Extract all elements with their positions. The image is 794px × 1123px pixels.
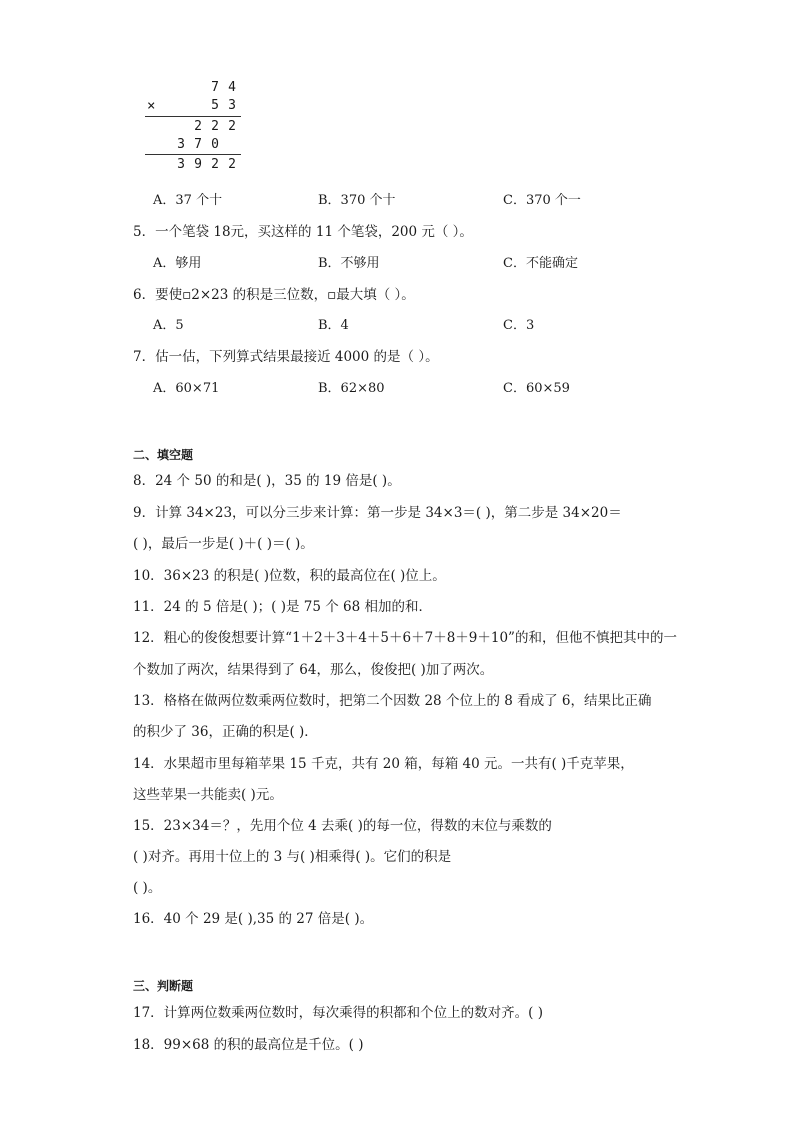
- divider-line: [145, 116, 241, 117]
- q13-question-line2: 的积少了 36，正确的积是( )．: [133, 724, 318, 740]
- digit: 2: [211, 157, 219, 172]
- q7-question: 7．估一估，下列算式结果最接近 4000 的是（ ）。: [133, 349, 439, 365]
- q8-question: 8．24 个 50 的和是( )，35 的 19 倍是( )。: [133, 473, 401, 489]
- q15-question-line1: 15．23×34＝？，先用个位 4 去乘( )的每一位，得数的末位与乘数的: [133, 818, 552, 834]
- digit: 3: [228, 98, 236, 113]
- q15-question-line2: ( )对齐。再用十位上的 3 与( )相乘得( )。它们的积是: [133, 849, 452, 865]
- partial-product-1-row: [145, 119, 245, 135]
- digit: 2: [228, 157, 236, 172]
- digit: 9: [194, 157, 202, 172]
- section-heading-fill-in: 二、填空题: [133, 448, 194, 462]
- digit: 0: [211, 137, 219, 152]
- q5-option-c[interactable]: C．不能确定: [503, 256, 578, 271]
- q7-option-b[interactable]: B．62×80: [318, 381, 385, 396]
- digit: 3: [177, 137, 185, 152]
- q6-option-c[interactable]: C．3: [503, 318, 535, 333]
- q17-question: 17．计算两位数乘两位数时，每次乘得的积都和个位上的数对齐。( ): [133, 1005, 544, 1021]
- q14-question-line1: 14．水果超市里每箱苹果 15 千克，共有 20 箱，每箱 40 元。一共有( )千克苹果，: [133, 756, 634, 772]
- digit: 2: [194, 119, 202, 134]
- digit: 2: [211, 119, 219, 134]
- q9-question-line1: 9．计算 34×23，可以分三步来计算：第一步是 34×3＝( )，第二步是 34×20＝: [133, 505, 622, 521]
- q4-option-c[interactable]: C．370 个一: [503, 193, 581, 208]
- q16-question: 16．40 个 29 是( ),35 的 27 倍是( )。: [133, 911, 374, 927]
- digit: 5: [211, 98, 219, 113]
- vertical-multiplication: [145, 80, 245, 176]
- multiplicand-row: [145, 80, 245, 96]
- digit: 4: [228, 80, 236, 95]
- digit: 2: [228, 119, 236, 134]
- digit: 7: [211, 80, 219, 95]
- q18-question: 18．99×68 的积的最高位是千位。( ): [133, 1037, 364, 1053]
- q7-option-c[interactable]: C．60×59: [503, 381, 570, 396]
- q4-option-b[interactable]: B．370 个十: [318, 193, 396, 208]
- q6-option-b[interactable]: B．4: [318, 318, 349, 333]
- q10-question: 10．36×23 的积是( )位数，积的最高位在( )位上。: [133, 568, 446, 584]
- q12-question-line2: 个数加了两次，结果得到了 64，那么，俊俊把( )加了两次。: [133, 662, 494, 678]
- result-row: [145, 157, 245, 173]
- q4-option-a[interactable]: A．37 个十: [153, 193, 223, 208]
- q5-question: 5．一个笔袋 18元，买这样的 11 个笔袋，200 元（ ）。: [133, 224, 473, 240]
- q9-question-line2: ( )，最后一步是( )＋( )＝( )。: [133, 536, 314, 552]
- multiplier-row: [145, 98, 245, 114]
- q7-option-a[interactable]: A．60×71: [153, 381, 220, 396]
- q5-option-a[interactable]: A．够用: [153, 256, 202, 271]
- times-sign: ×: [147, 98, 156, 114]
- q12-question-line1: 12．粗心的俊俊想要计算“1＋2＋3＋4＋5＋6＋7＋8＋9＋10”的和，但他不慎把其中的一: [133, 630, 677, 646]
- q6-question: 6．要使▫2×23 的积是三位数，▫最大填（ ）。: [133, 287, 415, 303]
- divider-line: [145, 154, 241, 155]
- q6-option-a[interactable]: A．5: [153, 318, 184, 333]
- section-heading-true-false: 三、判断题: [133, 979, 194, 993]
- q11-question: 11．24 的 5 倍是( )；( )是 75 个 68 相加的和．: [133, 599, 432, 615]
- digit: 3: [177, 157, 185, 172]
- q15-question-line3: ( )。: [133, 880, 162, 896]
- q5-option-b[interactable]: B．不够用: [318, 256, 380, 271]
- partial-product-2-row: [145, 137, 245, 153]
- q13-question-line1: 13．格格在做两位数乘两位数时，把第二个因数 28 个位上的 8 看成了 6，结果比正确: [133, 693, 652, 709]
- digit: 7: [194, 137, 202, 152]
- q14-question-line2: 这些苹果一共能卖( )元。: [133, 787, 283, 803]
